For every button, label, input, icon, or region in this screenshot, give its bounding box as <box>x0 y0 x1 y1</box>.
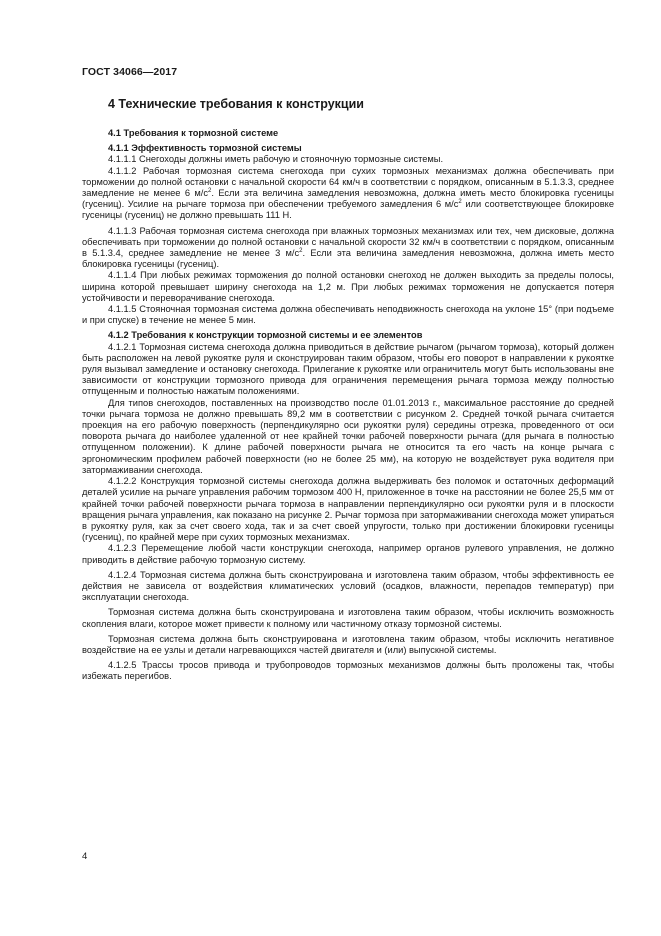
clause-4-1-1-2-part-3: или соответствующее блокировке гусеницы (гусениц) не должно превышать 111 Н. <box>82 199 614 221</box>
clause-4-1-1-3 <box>82 226 614 271</box>
clause-4-1-2-1-b: Для типов снегоходов, поставленных на производство после 01.01.2013 г., максимальное расстояние до средней точки рычага тормоза не должно превышать 89,2 мм в соответствии с рисунком 2. Средней точкой рычага считается проекция на его рабочую поверхность (перпендикулярно оси рукоятки руля) середины отрезка, проведенного от оси поворота рычага до наиболее удаленной от нее крайней точки рабочей поверхности рычага (для рычага в полностью отпущенном положении). К длине рабочей поверхности рычага не относится та его часть на конце рычага с эргономическим профилем рабочей поверхности (но не более 25 мм), на которую не воздействует рука водителя при затормаживании снегохода. <box>82 397 614 475</box>
superscript-2: 2 <box>208 187 212 194</box>
clause-4-1-1-2-part-1: 4.1.1.2 Рабочая тормозная система снегохода при сухих тормозных механизмах должна обеспечивать при торможении до полной остановки с начальной скорости 64 км/ч в соответствии с порядком, описанным в 5.1.3.3, среднее замедление не менее 6 м/с <box>82 165 614 199</box>
clause-4-1-1-2-part-2: . Если эта величина замедления невозможна, должна иметь место блокировка гусеницы (гусениц). Усилие на рычаге тормоза при обеспечении требуемого замедления 6 м/с <box>82 188 614 210</box>
clause-heading-4-1-1: 4.1.1 Эффективность тормозной системы <box>108 143 302 154</box>
clause-4-1-1-5: 4.1.1.5 Стояночная тормозная система должна обеспечивать неподвижность снегохода на уклоне 15° (при подъеме и при спуске) в течение не менее 5 мин. <box>82 304 614 326</box>
clause-4-1-2-5: 4.1.2.5 Трассы тросов привода и трубопроводов тормозных механизмов должны быть проложены так, чтобы избежать перегибов. <box>82 660 614 682</box>
section-title: 4 Технические требования к конструкции <box>108 97 364 111</box>
clause-4-1-2-2: 4.1.2.2 Конструкция тормозной системы снегохода должна выдерживать без поломок и остаточных деформаций деталей усилие на рычаге управления рабочим тормозом 400 Н, приложенное в точке на расстоянии не более 25,5 мм от крайней точки рабочей поверхности рычага тормоза в направлении перпендикулярно оси рукоятки руля и в плоскости вращения рычага управления, как показано на рисунке 2. Рычаг тормоза при затормаживании снегохода может упираться в рукоятку руля, как за счет своего хода, так и за счет своей упругости, только при достижении блокировки гусеницы (гусениц), по крайней мере при сухих тормозных механизмах. <box>82 476 614 543</box>
superscript-2: 2 <box>458 199 462 206</box>
body-text <box>82 128 614 683</box>
standard-designation: ГОСТ 34066—2017 <box>82 66 178 78</box>
page-number: 4 <box>82 851 88 862</box>
clause-4-1-2-3: 4.1.2.3 Перемещение любой части конструкции снегохода, например органов рулевого управления, не должно приводить в действие рабочую тормозную систему. <box>82 543 614 565</box>
clause-4-1-2-4-c: Тормозная система должна быть сконструирована и изготовлена таким образом, чтобы исключить негативное воздействие на ее узлы и детали нагревающихся частей двигателя и (или) выпускной системы. <box>82 633 614 655</box>
clause-heading-4-1-2: 4.1.2 Требования к конструкции тормозной системы и ее элементов <box>108 330 423 341</box>
clause-4-1-2-1: 4.1.2.1 Тормозная система снегохода должна приводиться в действие рычагом (рычагом тормоза), который должен быть расположен на левой рукоятке руля и сконструирован таким образом, чтобы его поворот в направлении к рукоятке руля вызывал замедление и остановку снегохода. Прилегание к рукоятке или ограничитель могут быть использованы вне зависимости от конструкции тормозного привода для ограничения перемещения рычага тормоза между полностью отпущенным и полностью нажатым положениями. <box>82 341 614 397</box>
clause-4-1-1-2 <box>82 166 614 222</box>
clause-4-1-1-1: 4.1.1.1 Снегоходы должны иметь рабочую и стояночную тормозные системы. <box>108 154 444 165</box>
clause-4-1-1-3-part-1: 4.1.1.3 Рабочая тормозная система снегохода при влажных тормозных механизмах или тех, чем дисковые, должна обеспечивать при торможении до полной остановки с начальной скорости 32 км/ч в соответствии с порядком, описанным в 5.1.3.4, среднее замедление не менее 3 м/с <box>82 225 614 259</box>
superscript-2: 2 <box>299 247 303 254</box>
clause-4-1-1-3-part-2: . Если эта величина замедления невозможна, должна иметь место блокировка гусеницы (гусениц). <box>82 248 614 270</box>
subsection-title: 4.1 Требования к тормозной системе <box>108 128 279 138</box>
clause-4-1-2-4-b: Тормозная система должна быть сконструирована и изготовлена таким образом, чтобы исключить возможность скопления влаги, которое может привести к полному или частичному отказу тормозной системы. <box>82 607 614 629</box>
clause-4-1-2-4: 4.1.2.4 Тормозная система должна быть сконструирована и изготовлена таким образом, чтобы эффективность ее действия не зависела от воздействия климатических условий (осадков, влажности, перепадов температур) при эксплуатации снегохода. <box>82 569 614 603</box>
clause-4-1-1-4: 4.1.1.4 При любых режимах торможения до полной остановки снегоход не должен выходить за пределы полосы, ширина которой превышает ширину снегохода на 1,2 м. При любых режимах торможения не допускается потеря устойчивости и переворачивание снегохода. <box>82 270 614 303</box>
